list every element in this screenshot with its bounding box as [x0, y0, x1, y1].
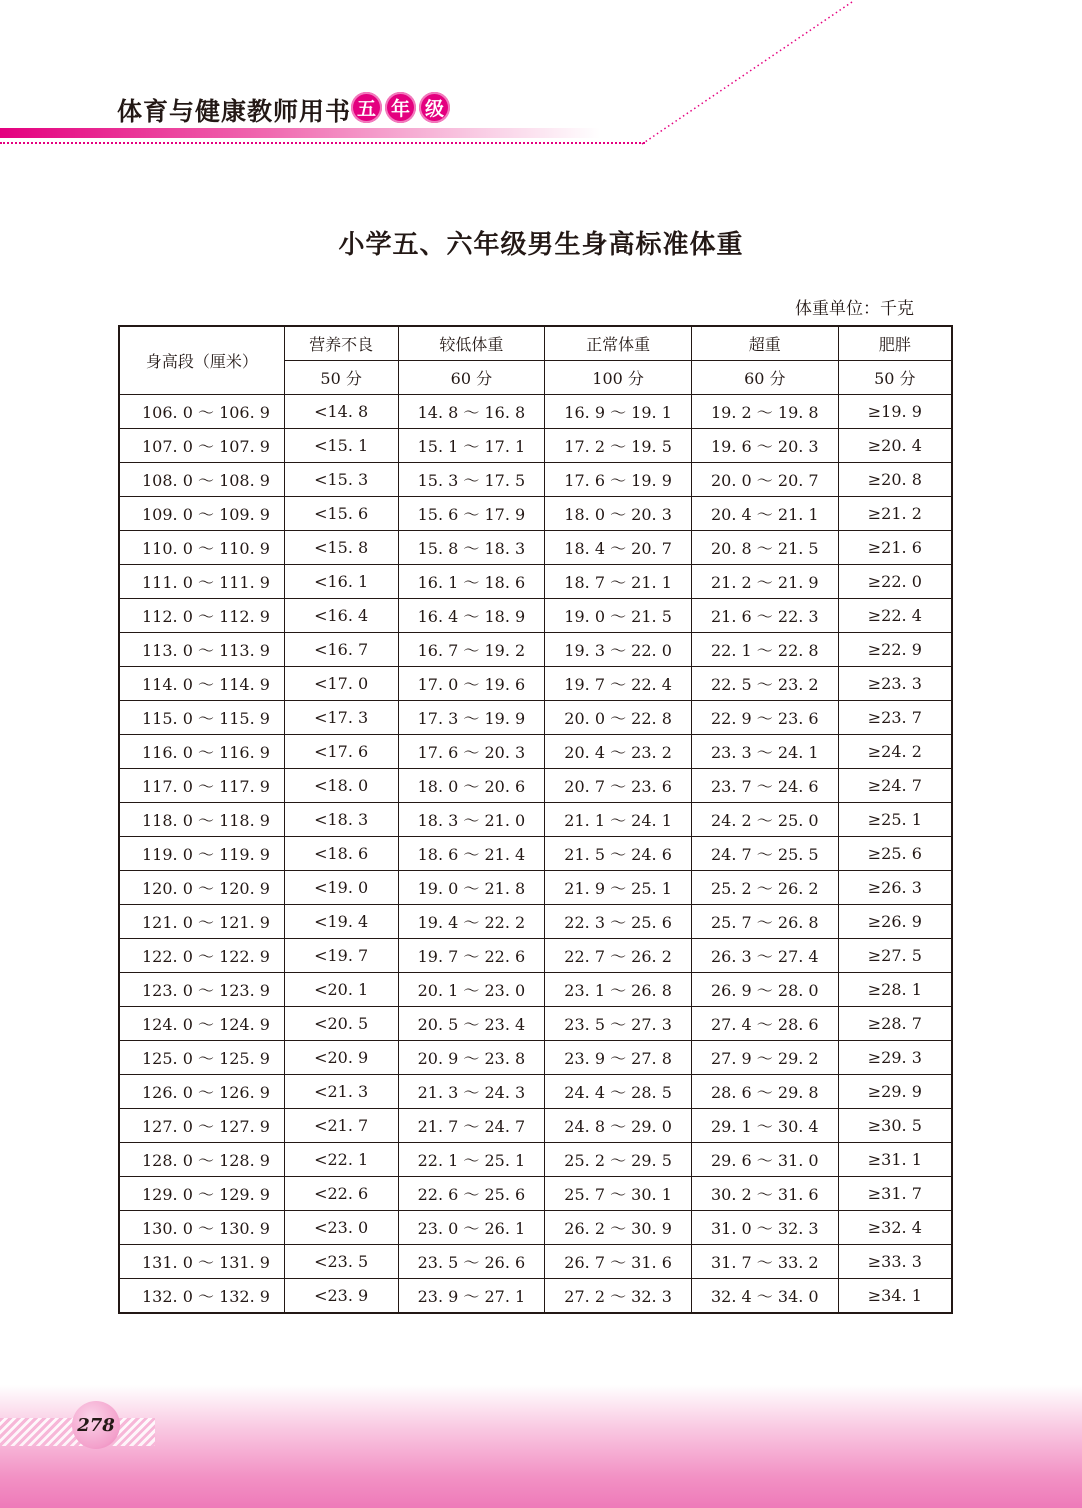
- weight-range-cell: <15. 6: [284, 497, 398, 531]
- weight-standard-table: [118, 325, 953, 1314]
- weight-range-cell: ≥24. 2: [838, 735, 952, 769]
- table-row: [119, 1007, 952, 1041]
- weight-range-cell: 25. 7 ～ 26. 8: [691, 905, 838, 939]
- weight-range-cell: <20. 9: [284, 1041, 398, 1075]
- weight-range-cell: <16. 4: [284, 599, 398, 633]
- weight-range-cell: <17. 0: [284, 667, 398, 701]
- height-range-cell: 114. 0 ～ 114. 9: [119, 667, 284, 701]
- weight-range-cell: 20. 5 ～ 23. 4: [398, 1007, 545, 1041]
- weight-range-cell: 18. 7 ～ 21. 1: [545, 565, 692, 599]
- header-gradient-bar: [0, 128, 600, 138]
- weight-range-cell: <15. 8: [284, 531, 398, 565]
- table-row: [119, 803, 952, 837]
- header-dotted-line: [0, 142, 645, 144]
- weight-range-cell: 21. 6 ～ 22. 3: [691, 599, 838, 633]
- height-range-cell: 109. 0 ～ 109. 9: [119, 497, 284, 531]
- table-row: [119, 1279, 952, 1314]
- grade-badges: [351, 92, 450, 123]
- table-row: [119, 905, 952, 939]
- table-row: [119, 463, 952, 497]
- table-row: [119, 429, 952, 463]
- weight-range-cell: 19. 0 ～ 21. 5: [545, 599, 692, 633]
- weight-range-cell: ≥33. 3: [838, 1245, 952, 1279]
- weight-range-cell: 23. 3 ～ 24. 1: [691, 735, 838, 769]
- height-range-cell: 127. 0 ～ 127. 9: [119, 1109, 284, 1143]
- weight-range-cell: ≥25. 6: [838, 837, 952, 871]
- weight-range-cell: 26. 9 ～ 28. 0: [691, 973, 838, 1007]
- table-row: [119, 531, 952, 565]
- weight-range-cell: <14. 8: [284, 395, 398, 429]
- weight-range-cell: 20. 4 ～ 21. 1: [691, 497, 838, 531]
- weight-range-cell: 22. 7 ～ 26. 2: [545, 939, 692, 973]
- table-row: [119, 599, 952, 633]
- weight-range-cell: 19. 3 ～ 22. 0: [545, 633, 692, 667]
- height-range-cell: 108. 0 ～ 108. 9: [119, 463, 284, 497]
- weight-range-cell: 21. 7 ～ 24. 7: [398, 1109, 545, 1143]
- weight-range-cell: 22. 3 ～ 25. 6: [545, 905, 692, 939]
- weight-range-cell: 27. 9 ～ 29. 2: [691, 1041, 838, 1075]
- height-range-cell: 130. 0 ～ 130. 9: [119, 1211, 284, 1245]
- weight-range-cell: 18. 6 ～ 21. 4: [398, 837, 545, 871]
- weight-range-cell: ≥23. 7: [838, 701, 952, 735]
- weight-range-cell: 18. 0 ～ 20. 3: [545, 497, 692, 531]
- page-title: 小学五、六年级男生身高标准体重: [338, 230, 744, 260]
- weight-range-cell: 23. 9 ～ 27. 1: [398, 1279, 545, 1314]
- table-row: [119, 395, 952, 429]
- grade-badge-1: 五: [351, 92, 382, 123]
- weight-range-cell: 23. 5 ～ 26. 6: [398, 1245, 545, 1279]
- table-row: [119, 939, 952, 973]
- height-range-cell: 110. 0 ～ 110. 9: [119, 531, 284, 565]
- weight-range-cell: ≥22. 4: [838, 599, 952, 633]
- weight-range-cell: <23. 9: [284, 1279, 398, 1314]
- weight-range-cell: 28. 6 ～ 29. 8: [691, 1075, 838, 1109]
- weight-range-cell: 22. 5 ～ 23. 2: [691, 667, 838, 701]
- weight-range-cell: 19. 2 ～ 19. 8: [691, 395, 838, 429]
- weight-range-cell: <18. 3: [284, 803, 398, 837]
- grade-badge-3: 级: [419, 92, 450, 123]
- weight-range-cell: <15. 3: [284, 463, 398, 497]
- height-range-cell: 128. 0 ～ 128. 9: [119, 1143, 284, 1177]
- weight-range-cell: <22. 6: [284, 1177, 398, 1211]
- category-header: 超重: [691, 326, 838, 361]
- weight-range-cell: ≥21. 6: [838, 531, 952, 565]
- weight-range-cell: 26. 7 ～ 31. 6: [545, 1245, 692, 1279]
- height-range-cell: 129. 0 ～ 129. 9: [119, 1177, 284, 1211]
- weight-range-cell: 25. 2 ～ 26. 2: [691, 871, 838, 905]
- weight-range-cell: ≥22. 9: [838, 633, 952, 667]
- weight-range-cell: ≥32. 4: [838, 1211, 952, 1245]
- weight-range-cell: 20. 4 ～ 23. 2: [545, 735, 692, 769]
- height-range-cell: 113. 0 ～ 113. 9: [119, 633, 284, 667]
- weight-range-cell: <17. 3: [284, 701, 398, 735]
- height-range-cell: 117. 0 ～ 117. 9: [119, 769, 284, 803]
- weight-range-cell: 20. 8 ～ 21. 5: [691, 531, 838, 565]
- height-range-cell: 119. 0 ～ 119. 9: [119, 837, 284, 871]
- weight-range-cell: <23. 5: [284, 1245, 398, 1279]
- height-range-cell: 120. 0 ～ 120. 9: [119, 871, 284, 905]
- weight-range-cell: <19. 0: [284, 871, 398, 905]
- height-range-cell: 124. 0 ～ 124. 9: [119, 1007, 284, 1041]
- height-range-cell: 115. 0 ～ 115. 9: [119, 701, 284, 735]
- weight-range-cell: 27. 4 ～ 28. 6: [691, 1007, 838, 1041]
- height-range-cell: 112. 0 ～ 112. 9: [119, 599, 284, 633]
- weight-range-cell: ≥25. 1: [838, 803, 952, 837]
- weight-range-cell: ≥27. 5: [838, 939, 952, 973]
- weight-range-cell: ≥24. 7: [838, 769, 952, 803]
- table-row: [119, 837, 952, 871]
- weight-range-cell: 22. 1 ～ 22. 8: [691, 633, 838, 667]
- weight-range-cell: <22. 1: [284, 1143, 398, 1177]
- weight-range-cell: 15. 1 ～ 17. 1: [398, 429, 545, 463]
- weight-range-cell: 17. 2 ～ 19. 5: [545, 429, 692, 463]
- weight-range-cell: 16. 4 ～ 18. 9: [398, 599, 545, 633]
- weight-range-cell: 27. 2 ～ 32. 3: [545, 1279, 692, 1314]
- weight-range-cell: 15. 3 ～ 17. 5: [398, 463, 545, 497]
- height-range-cell: 116. 0 ～ 116. 9: [119, 735, 284, 769]
- height-range-cell: 131. 0 ～ 131. 9: [119, 1245, 284, 1279]
- weight-range-cell: 19. 4 ～ 22. 2: [398, 905, 545, 939]
- weight-range-cell: 24. 4 ～ 28. 5: [545, 1075, 692, 1109]
- weight-range-cell: <18. 6: [284, 837, 398, 871]
- weight-range-cell: <17. 6: [284, 735, 398, 769]
- weight-range-cell: 21. 9 ～ 25. 1: [545, 871, 692, 905]
- weight-range-cell: 22. 9 ～ 23. 6: [691, 701, 838, 735]
- weight-range-cell: ≥29. 3: [838, 1041, 952, 1075]
- score-header: 50 分: [838, 361, 952, 395]
- weight-range-cell: 29. 1 ～ 30. 4: [691, 1109, 838, 1143]
- weight-range-cell: 24. 7 ～ 25. 5: [691, 837, 838, 871]
- weight-range-cell: <18. 0: [284, 769, 398, 803]
- category-header: 较低体重: [398, 326, 545, 361]
- footer-gradient-band: [0, 1385, 1082, 1508]
- weight-range-cell: 22. 1 ～ 25. 1: [398, 1143, 545, 1177]
- table-row: [119, 1075, 952, 1109]
- weight-range-cell: ≥31. 7: [838, 1177, 952, 1211]
- category-header: 正常体重: [545, 326, 692, 361]
- score-header: 60 分: [398, 361, 545, 395]
- weight-range-cell: 22. 6 ～ 25. 6: [398, 1177, 545, 1211]
- height-range-cell: 125. 0 ～ 125. 9: [119, 1041, 284, 1075]
- height-range-cell: 111. 0 ～ 111. 9: [119, 565, 284, 599]
- weight-range-cell: 17. 6 ～ 19. 9: [545, 463, 692, 497]
- weight-range-cell: 25. 2 ～ 29. 5: [545, 1143, 692, 1177]
- weight-range-cell: 21. 1 ～ 24. 1: [545, 803, 692, 837]
- weight-range-cell: ≥20. 4: [838, 429, 952, 463]
- weight-range-cell: 19. 7 ～ 22. 4: [545, 667, 692, 701]
- weight-range-cell: 26. 2 ～ 30. 9: [545, 1211, 692, 1245]
- weight-range-cell: ≥26. 9: [838, 905, 952, 939]
- category-header-row: [119, 326, 952, 361]
- weight-range-cell: 21. 3 ～ 24. 3: [398, 1075, 545, 1109]
- height-range-cell: 123. 0 ～ 123. 9: [119, 973, 284, 1007]
- table-row: [119, 1143, 952, 1177]
- table-row: [119, 1041, 952, 1075]
- height-range-cell: 132. 0 ～ 132. 9: [119, 1279, 284, 1314]
- weight-range-cell: 16. 1 ～ 18. 6: [398, 565, 545, 599]
- weight-range-cell: 23. 9 ～ 27. 8: [545, 1041, 692, 1075]
- weight-range-cell: <16. 7: [284, 633, 398, 667]
- weight-range-cell: ≥28. 7: [838, 1007, 952, 1041]
- weight-range-cell: <19. 4: [284, 905, 398, 939]
- weight-range-cell: 25. 7 ～ 30. 1: [545, 1177, 692, 1211]
- table-body: [119, 395, 952, 1314]
- weight-range-cell: 26. 3 ～ 27. 4: [691, 939, 838, 973]
- score-header: 100 分: [545, 361, 692, 395]
- weight-range-cell: 16. 7 ～ 19. 2: [398, 633, 545, 667]
- weight-range-cell: 23. 5 ～ 27. 3: [545, 1007, 692, 1041]
- weight-range-cell: 16. 9 ～ 19. 1: [545, 395, 692, 429]
- weight-range-cell: 30. 2 ～ 31. 6: [691, 1177, 838, 1211]
- weight-range-cell: ≥20. 8: [838, 463, 952, 497]
- weight-range-cell: 21. 2 ～ 21. 9: [691, 565, 838, 599]
- weight-range-cell: 24. 2 ～ 25. 0: [691, 803, 838, 837]
- table-row: [119, 701, 952, 735]
- weight-range-cell: ≥28. 1: [838, 973, 952, 1007]
- table-row: [119, 1211, 952, 1245]
- weight-range-cell: <20. 5: [284, 1007, 398, 1041]
- weight-range-cell: ≥31. 1: [838, 1143, 952, 1177]
- table-row: [119, 497, 952, 531]
- weight-range-cell: 23. 1 ～ 26. 8: [545, 973, 692, 1007]
- weight-range-cell: 17. 3 ～ 19. 9: [398, 701, 545, 735]
- weight-range-cell: ≥30. 5: [838, 1109, 952, 1143]
- category-header: 营养不良: [284, 326, 398, 361]
- table-row: [119, 871, 952, 905]
- table-row: [119, 973, 952, 1007]
- height-range-cell: 126. 0 ～ 126. 9: [119, 1075, 284, 1109]
- height-column-header: 身高段（厘米）: [119, 326, 284, 395]
- weight-range-cell: 18. 0 ～ 20. 6: [398, 769, 545, 803]
- weight-range-cell: 19. 0 ～ 21. 8: [398, 871, 545, 905]
- weight-range-cell: 23. 7 ～ 24. 6: [691, 769, 838, 803]
- table-row: [119, 769, 952, 803]
- weight-range-cell: 31. 0 ～ 32. 3: [691, 1211, 838, 1245]
- score-header: 50 分: [284, 361, 398, 395]
- weight-range-cell: 18. 3 ～ 21. 0: [398, 803, 545, 837]
- weight-range-cell: 18. 4 ～ 20. 7: [545, 531, 692, 565]
- weight-range-cell: ≥22. 0: [838, 565, 952, 599]
- weight-range-cell: 20. 7 ～ 23. 6: [545, 769, 692, 803]
- table-row: [119, 1109, 952, 1143]
- weight-range-cell: 20. 0 ～ 22. 8: [545, 701, 692, 735]
- weight-range-cell: 21. 5 ～ 24. 6: [545, 837, 692, 871]
- table-row: [119, 1245, 952, 1279]
- height-range-cell: 106. 0 ～ 106. 9: [119, 395, 284, 429]
- score-header: 60 分: [691, 361, 838, 395]
- weight-range-cell: ≥26. 3: [838, 871, 952, 905]
- table-row: [119, 1177, 952, 1211]
- book-title: 体育与健康教师用书: [117, 97, 352, 126]
- header-diagonal-dots: [640, 0, 860, 146]
- weight-range-cell: 19. 6 ～ 20. 3: [691, 429, 838, 463]
- height-range-cell: 118. 0 ～ 118. 9: [119, 803, 284, 837]
- weight-range-cell: 15. 6 ～ 17. 9: [398, 497, 545, 531]
- weight-range-cell: 24. 8 ～ 29. 0: [545, 1109, 692, 1143]
- weight-range-cell: 17. 0 ～ 19. 6: [398, 667, 545, 701]
- weight-range-cell: ≥23. 3: [838, 667, 952, 701]
- weight-range-cell: ≥21. 2: [838, 497, 952, 531]
- page-number: 278: [72, 1401, 120, 1449]
- weight-range-cell: 20. 0 ～ 20. 7: [691, 463, 838, 497]
- height-range-cell: 107. 0 ～ 107. 9: [119, 429, 284, 463]
- weight-range-cell: 17. 6 ～ 20. 3: [398, 735, 545, 769]
- weight-range-cell: <20. 1: [284, 973, 398, 1007]
- weight-range-cell: 23. 0 ～ 26. 1: [398, 1211, 545, 1245]
- weight-range-cell: ≥19. 9: [838, 395, 952, 429]
- weight-range-cell: ≥29. 9: [838, 1075, 952, 1109]
- weight-range-cell: <21. 3: [284, 1075, 398, 1109]
- weight-range-cell: 19. 7 ～ 22. 6: [398, 939, 545, 973]
- height-range-cell: 121. 0 ～ 121. 9: [119, 905, 284, 939]
- weight-range-cell: <15. 1: [284, 429, 398, 463]
- table-row: [119, 735, 952, 769]
- weight-range-cell: 31. 7 ～ 33. 2: [691, 1245, 838, 1279]
- weight-range-cell: ≥34. 1: [838, 1279, 952, 1314]
- weight-range-cell: <16. 1: [284, 565, 398, 599]
- table-row: [119, 667, 952, 701]
- weight-range-cell: <21. 7: [284, 1109, 398, 1143]
- weight-range-cell: 15. 8 ～ 18. 3: [398, 531, 545, 565]
- table-row: [119, 633, 952, 667]
- weight-range-cell: <23. 0: [284, 1211, 398, 1245]
- weight-range-cell: 32. 4 ～ 34. 0: [691, 1279, 838, 1314]
- weight-range-cell: 29. 6 ～ 31. 0: [691, 1143, 838, 1177]
- unit-note: 体重单位：千克: [795, 299, 914, 319]
- grade-badge-2: 年: [385, 92, 416, 123]
- table-row: [119, 565, 952, 599]
- weight-range-cell: 14. 8 ～ 16. 8: [398, 395, 545, 429]
- category-header: 肥胖: [838, 326, 952, 361]
- height-range-cell: 122. 0 ～ 122. 9: [119, 939, 284, 973]
- weight-range-cell: 20. 9 ～ 23. 8: [398, 1041, 545, 1075]
- weight-range-cell: <19. 7: [284, 939, 398, 973]
- weight-range-cell: 20. 1 ～ 23. 0: [398, 973, 545, 1007]
